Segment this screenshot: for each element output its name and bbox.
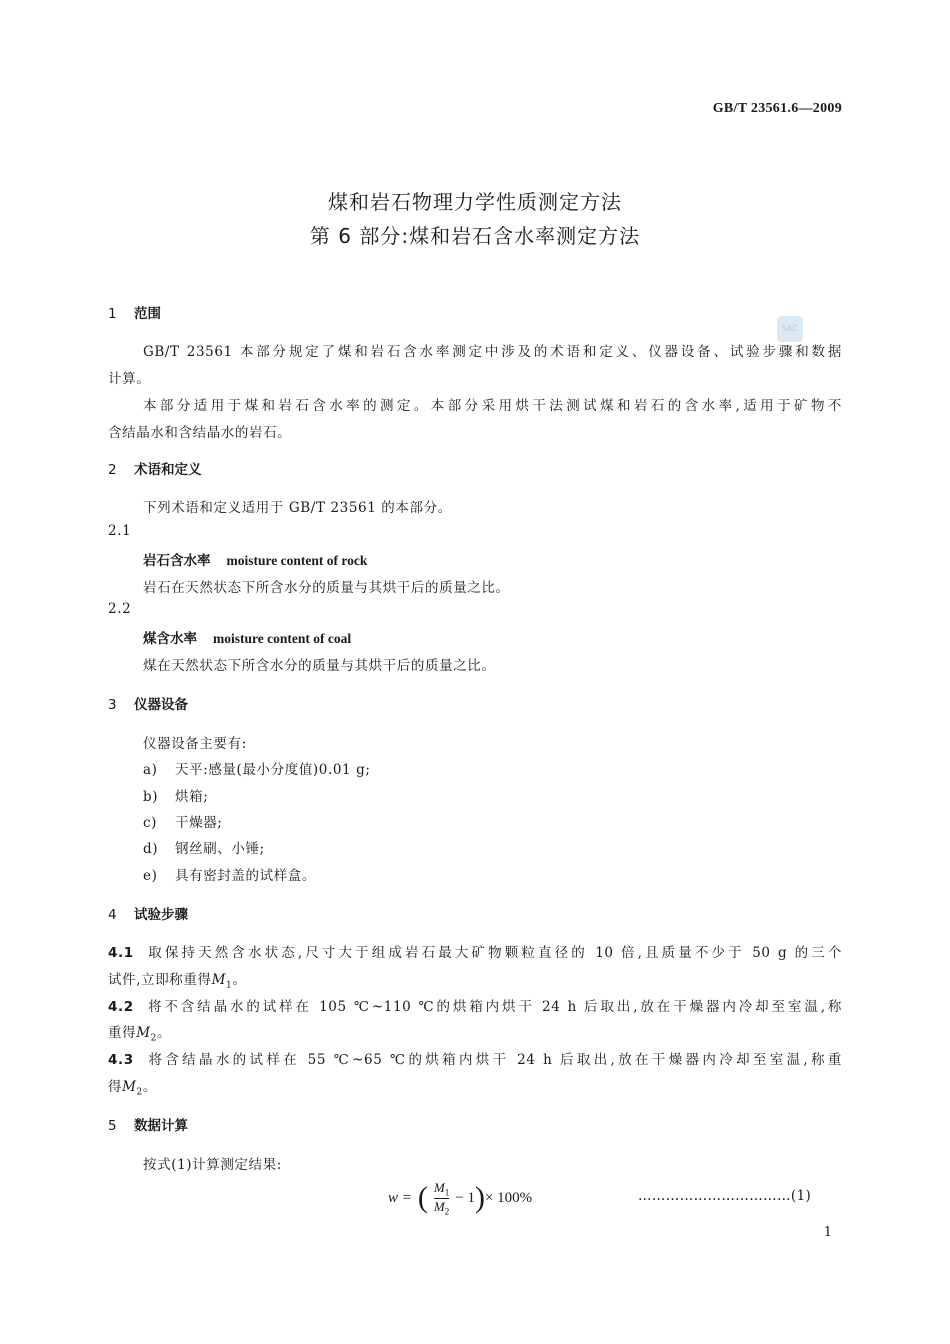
term-2-2-number: 2.2 (108, 601, 132, 617)
s1-paragraph-1: GB/T 23561 本部分规定了煤和岩石含水率测定中涉及的术语和定义、仪器设备、试验步骤和数据 (143, 344, 842, 360)
list-item: b) 烘箱; (143, 789, 209, 805)
title-line-1: 煤和岩石物理力学性质测定方法 (328, 190, 622, 214)
list-item: e) 具有密封盖的试样盒。 (143, 868, 316, 884)
step-4-3: 4.3 将含结晶水的试样在 55 ℃~65 ℃的烘箱内烘干 24 h 后取出,放在干燥器内冷却至室温,称重 (108, 1052, 842, 1068)
list-item: c) 干燥器; (143, 815, 223, 831)
page-number: 1 (823, 1225, 832, 1240)
step-4-2: 4.2 将不含结晶水的试样在 105 ℃~110 ℃的烘箱内烘干 24 h 后取出,放在干燥器内冷却至室温,称 (108, 999, 842, 1015)
watermark-logo-icon: SAC (777, 316, 803, 342)
step-4-1-cont: 试件,立即称重得$M_1$。 (108, 972, 247, 991)
list-item: d) 钢丝刷、小锤; (143, 841, 265, 857)
term-2-1-definition: 岩石在天然状态下所含水分的质量与其烘干后的质量之比。 (143, 580, 510, 596)
section-4-heading: 4 试验步骤 (108, 907, 188, 923)
title-line-2: 第 6 部分:煤和岩石含水率测定方法 (309, 224, 641, 248)
formula-1: w = ( $\frac{M_1}{M_2}$ − 1 ) × 100% (388, 1180, 533, 1217)
formula-number: ……………………………(1) (638, 1188, 812, 1204)
step-4-2-cont: 重得$M_2$。 (108, 1025, 172, 1044)
step-4-1: 4.1 取保持天然含水状态,尺寸大于组成岩石最大矿物颗粒直径的 10 倍,且质量不少于 50 g 的三个 (108, 945, 842, 961)
step-4-3-cont: 得$M_2$。 (108, 1079, 157, 1098)
s1-paragraph-2-cont: 含结晶水和含结晶水的岩石。 (108, 425, 292, 441)
s2-intro: 下列术语和定义适用于 GB/T 23561 的本部分。 (143, 500, 452, 516)
s1-paragraph-2: 本部分适用于煤和岩石含水率的测定。本部分采用烘干法测试煤和岩石的含水率,适用于矿物不 (143, 398, 842, 414)
term-2-2: 煤含水率 moisture content of coal (143, 631, 352, 647)
section-5-heading: 5 数据计算 (108, 1118, 188, 1134)
list-item: a) 天平:感量(最小分度值)0.01 g; (143, 762, 371, 778)
term-2-1-number: 2.1 (108, 523, 132, 539)
s1-paragraph-1-cont: 计算。 (108, 371, 151, 387)
fraction: $\frac{M_1}{M_2}$ (433, 1180, 450, 1217)
s5-intro: 按式(1)计算测定结果: (143, 1157, 282, 1173)
s3-intro: 仪器设备主要有: (143, 736, 247, 752)
term-2-2-definition: 煤在天然状态下所含水分的质量与其烘干后的质量之比。 (143, 658, 496, 674)
section-3-heading: 3 仪器设备 (108, 697, 188, 713)
term-2-1: 岩石含水率 moisture content of rock (143, 553, 368, 569)
section-2-heading: 2 术语和定义 (108, 462, 202, 478)
standard-code: GB/T 23561.6—2009 (712, 101, 842, 116)
section-1-heading: 1 范围 (108, 306, 161, 322)
